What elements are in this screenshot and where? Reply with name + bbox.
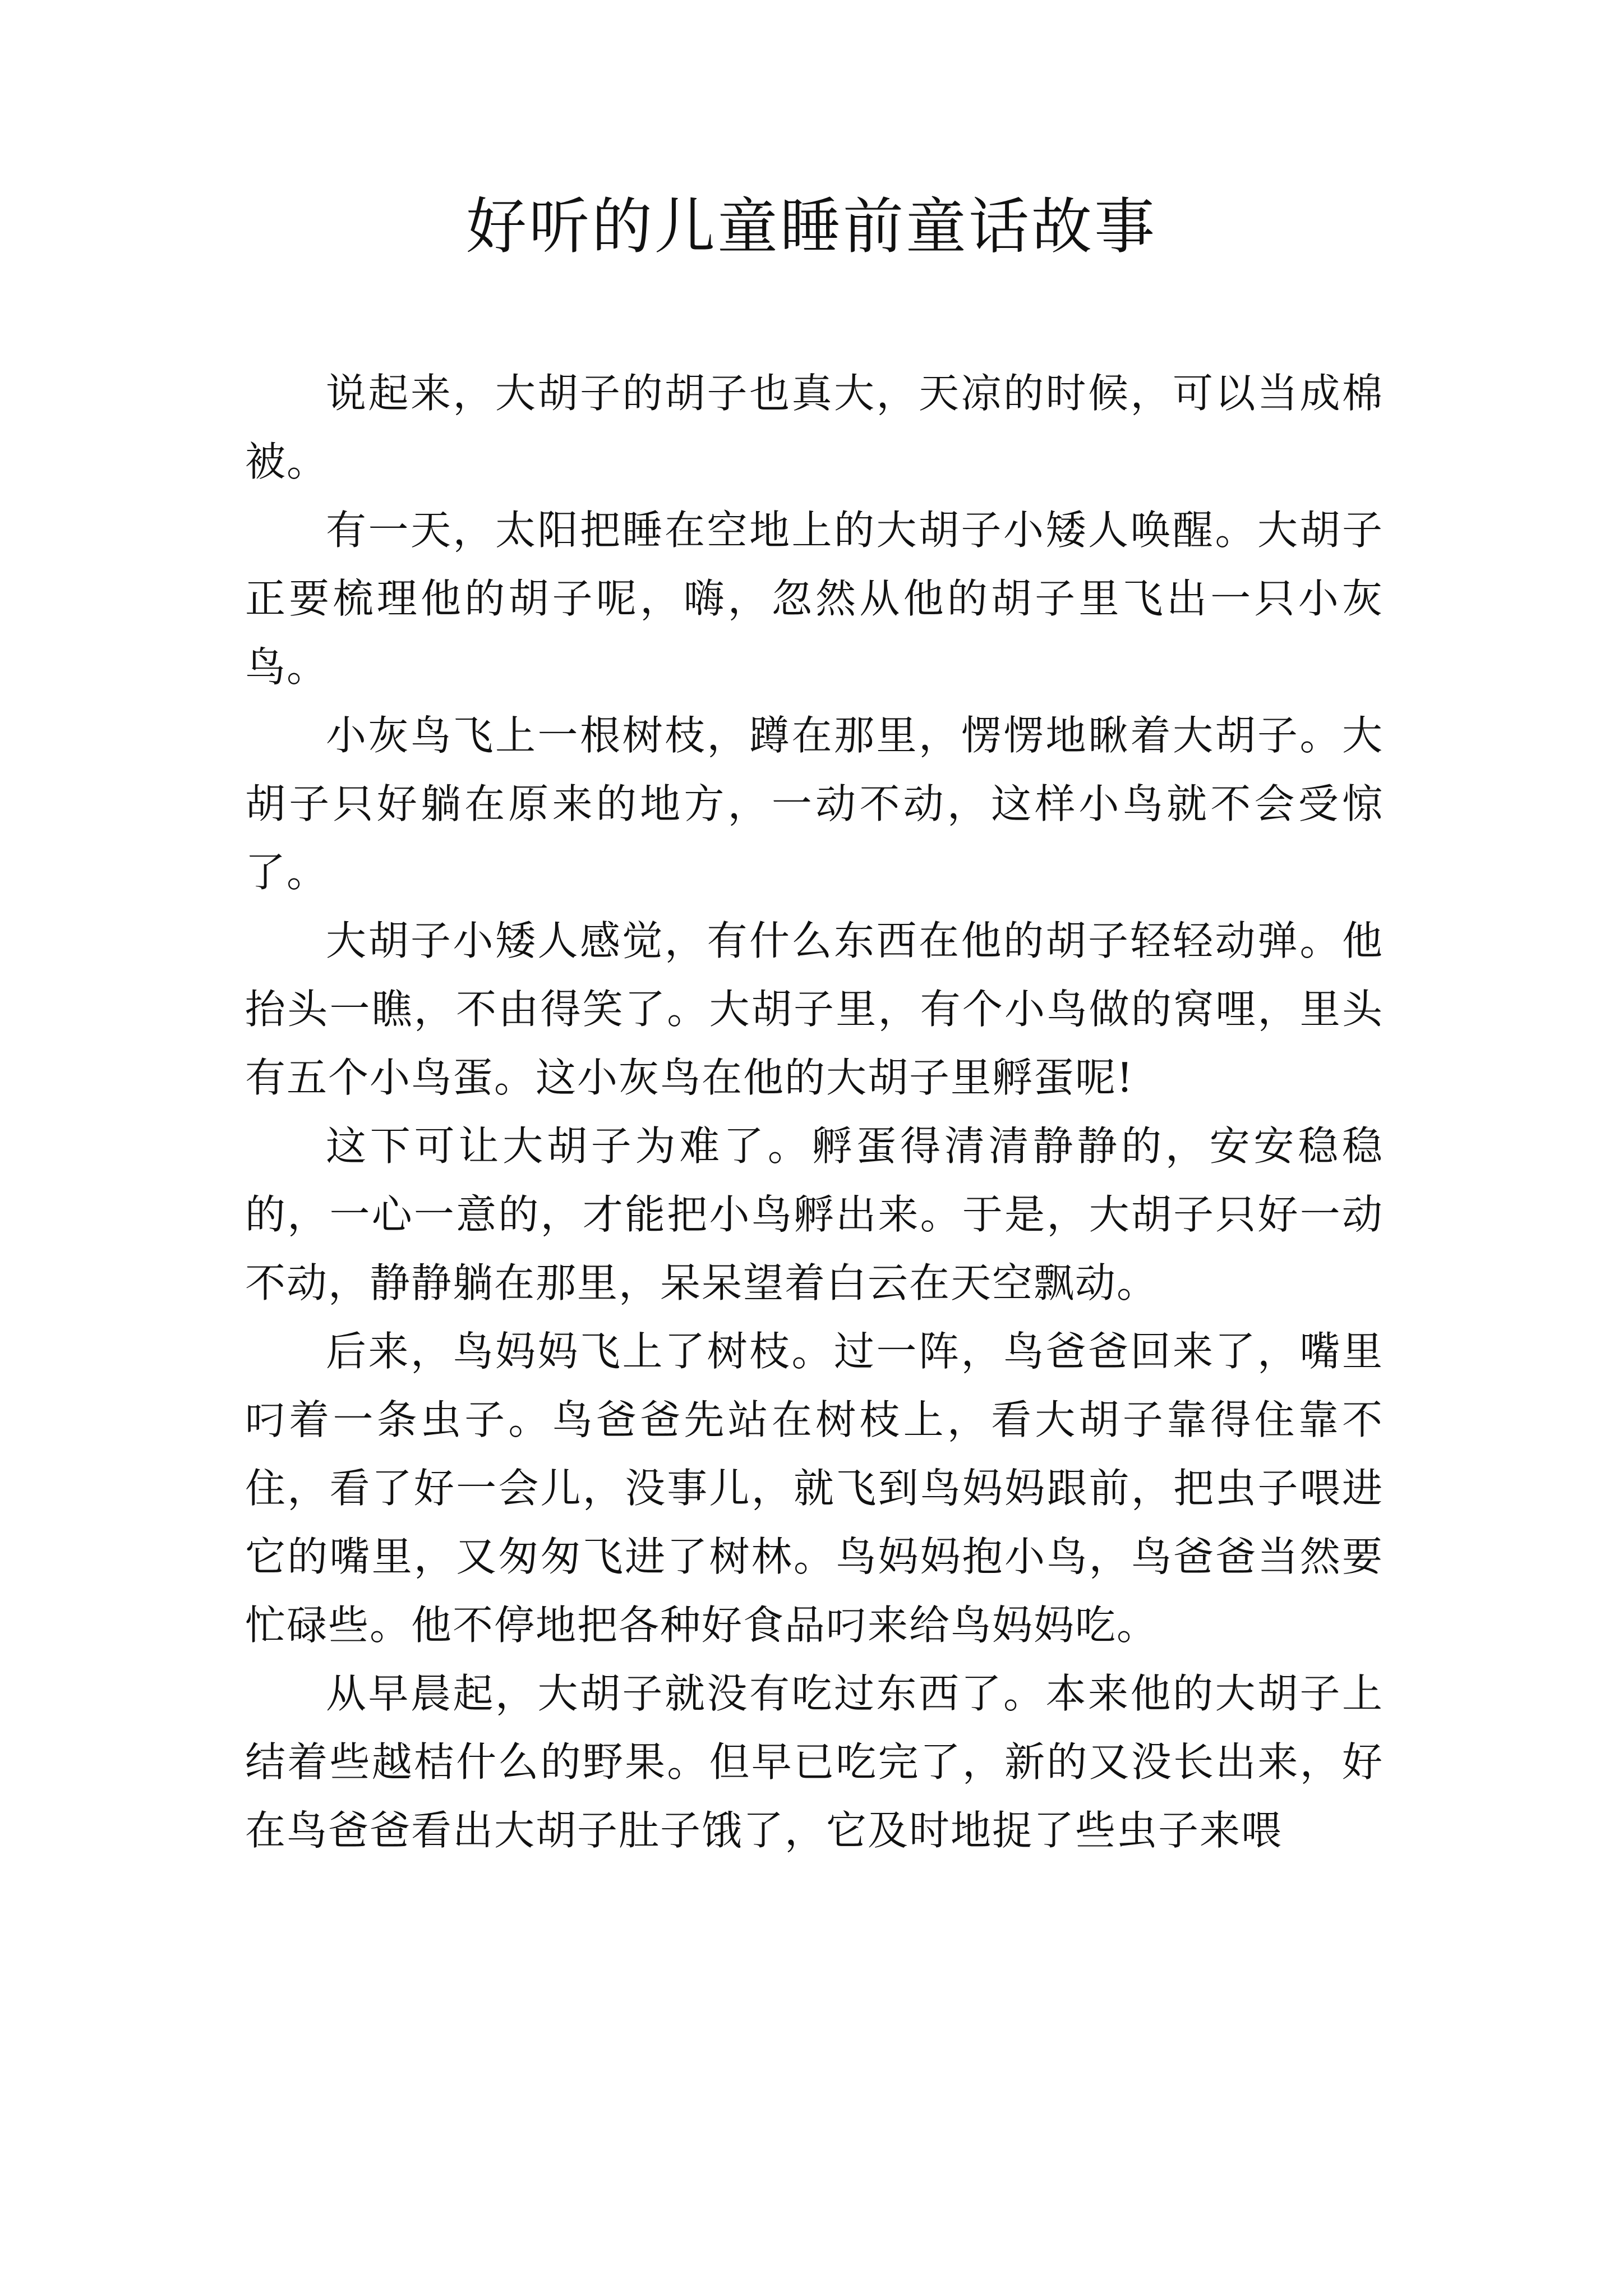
paragraph: 有一天，太阳把睡在空地上的大胡子小矮人唤醒。大胡子正要梳理他的胡子呢，嗨，忽然从他的胡子里飞出一只小灰鸟。 bbox=[245, 507, 1384, 691]
document-body bbox=[245, 359, 1384, 1865]
paragraph: 从早晨起，大胡子就没有吃过东西了。本来他的大胡子上结着些越桔什么的野果。但早已吃完了，新的又没长出来，好在鸟爸爸看出大胡子肚子饿了，它及时地捉了些虫子来喂 bbox=[245, 1670, 1384, 1854]
paragraph: 大胡子小矮人感觉，有什么东西在他的胡子轻轻动弹。他抬头一瞧，不由得笑了。大胡子里，有个小鸟做的窝哩，里头有五个小鸟蛋。这小灰鸟在他的大胡子里孵蛋呢! bbox=[245, 917, 1384, 1101]
paragraph: 后来，鸟妈妈飞上了树枝。过一阵，鸟爸爸回来了，嘴里叼着一条虫子。鸟爸爸先站在树枝上，看大胡子靠得住靠不住，看了好一会儿，没事儿，就飞到鸟妈妈跟前，把虫子喂进它的嘴里，又匆匆飞进了树林。鸟妈妈抱小鸟，鸟爸爸当然要忙碌些。他不停地把各种好食品叼来给鸟妈妈吃。 bbox=[245, 1328, 1384, 1649]
document-title: 好听的儿童睡前童话故事 bbox=[465, 192, 1157, 262]
paragraph: 小灰鸟飞上一根树枝，蹲在那里，愣愣地瞅着大胡子。大胡子只好躺在原来的地方，一动不动，这样小鸟就不会受惊了。 bbox=[245, 712, 1384, 896]
paragraph: 这下可让大胡子为难了。孵蛋得清清静静的，安安稳稳的，一心一意的，才能把小鸟孵出来。于是，大胡子只好一动不动，静静躺在那里，呆呆望着白云在天空飘动。 bbox=[245, 1122, 1384, 1306]
paragraph: 说起来，大胡子的胡子也真大，天凉的时候，可以当成棉被。 bbox=[245, 370, 1384, 485]
